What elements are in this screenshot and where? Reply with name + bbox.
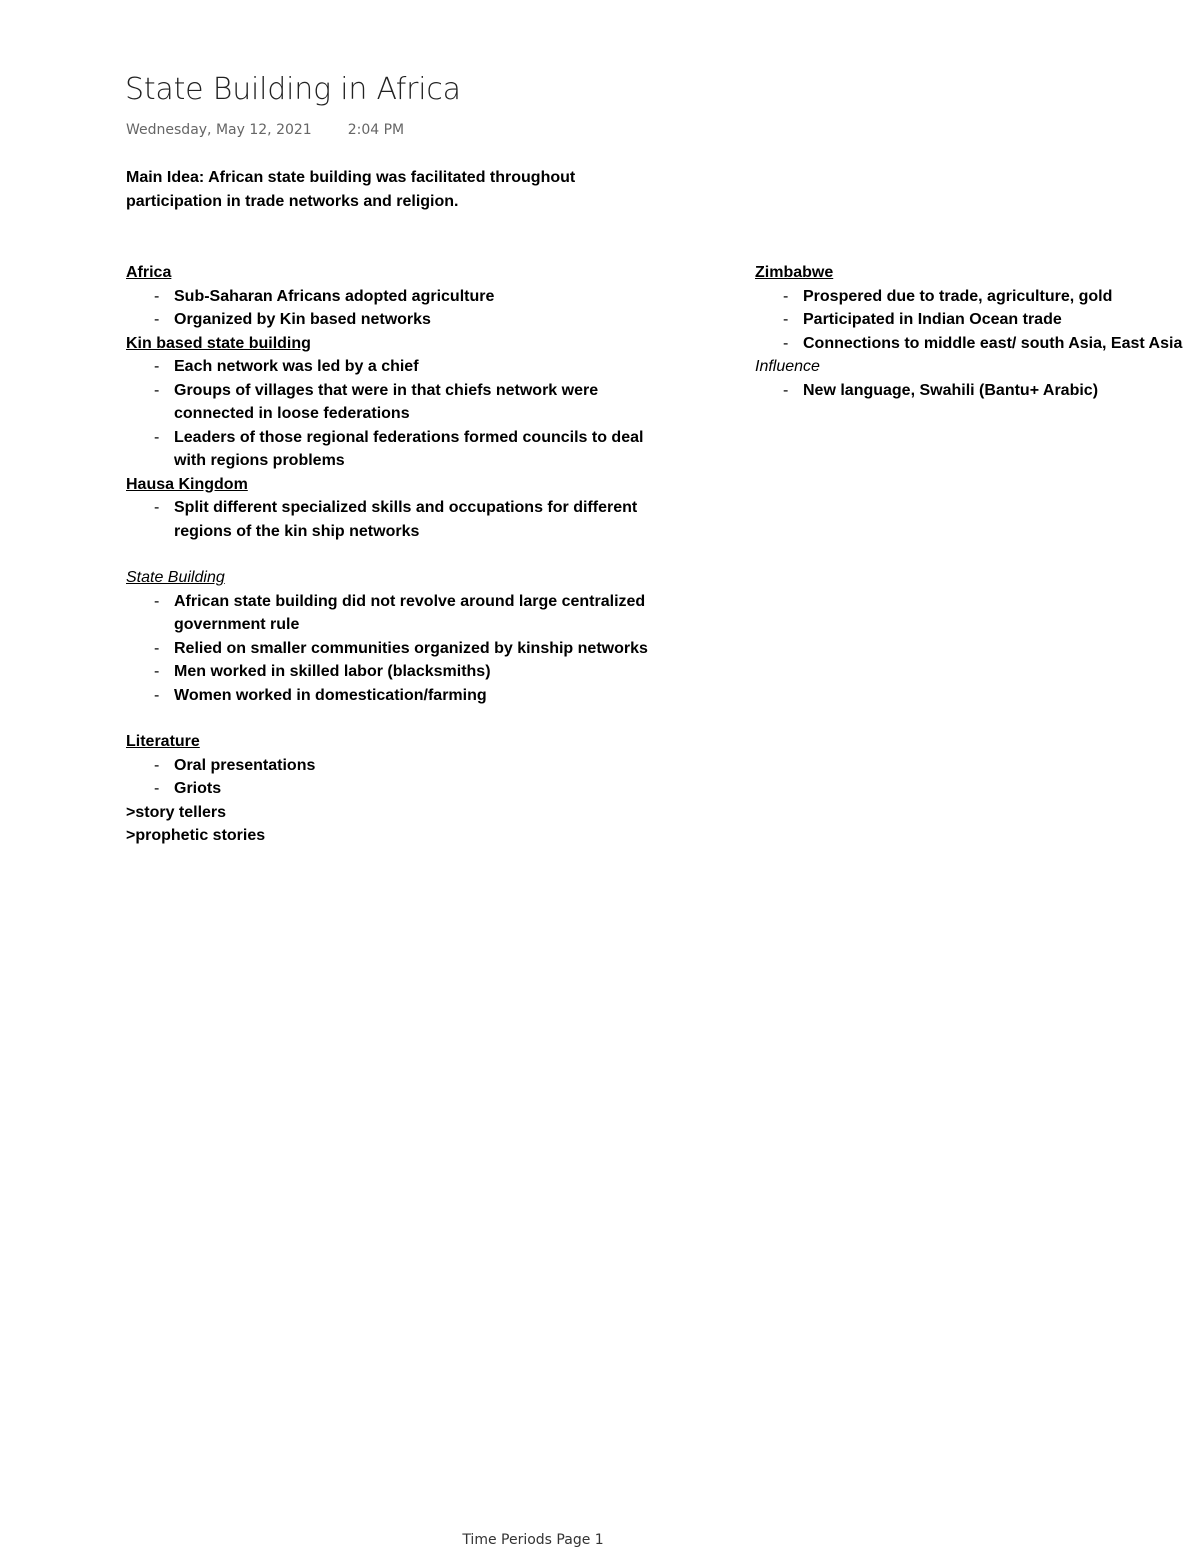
page-title: State Building in Africa (125, 72, 461, 107)
page-timestamp (126, 122, 404, 138)
main-idea: Main Idea: African state building was facilitated throughout participation in trade networks and religion. (126, 169, 576, 210)
list-item: - Leaders of those regional federations formed councils to deal with regions problems (126, 426, 666, 473)
list-item: - Relied on smaller communities organized by kinship networks (126, 637, 666, 661)
list-item: - Groups of villages that were in that chiefs network were connected in loose federations (126, 379, 666, 426)
spacer (126, 543, 666, 566)
list-item: - Griots (126, 777, 666, 801)
page-time: 2:04 PM (347, 122, 405, 138)
kin-list (126, 355, 666, 473)
list-item: - Organized by Kin based networks (126, 308, 666, 332)
list-item: - African state building did not revolve around large centralized government rule (126, 590, 666, 637)
influence-list (755, 379, 1195, 403)
section-heading-state-building: State Building (126, 569, 225, 586)
hausa-list (126, 496, 666, 543)
list-item: - Connections to middle east/ south Asia, East Asia (755, 332, 1195, 356)
state-building-list (126, 590, 666, 708)
right-column (755, 261, 1195, 402)
page-footer: Time Periods Page 1 (462, 1532, 604, 1548)
list-item: - Each network was led by a chief (126, 355, 666, 379)
page-date: Wednesday, May 12, 2021 (126, 122, 312, 138)
list-item: - Split different specialized skills and occupations for different regions of the kin ship networks (126, 496, 666, 543)
section-heading-influence: Influence (755, 358, 820, 375)
spacer (126, 707, 666, 730)
list-item: - Women worked in domestication/farming (126, 684, 666, 708)
section-heading-hausa: Hausa Kingdom (126, 475, 248, 493)
section-heading-literature: Literature (126, 733, 200, 750)
literature-note: >prophetic stories (126, 827, 266, 844)
section-heading-zimbabwe: Zimbabwe (755, 264, 834, 281)
list-item: - New language, Swahili (Bantu+ Arabic) (755, 379, 1195, 403)
section-heading-kin: Kin based state building (126, 334, 311, 352)
literature-list (126, 754, 666, 801)
section-heading-africa: Africa (126, 264, 172, 281)
list-item: - Participated in Indian Ocean trade (755, 308, 1195, 332)
list-item: - Prospered due to trade, agriculture, gold (755, 285, 1195, 309)
list-item: - Men worked in skilled labor (blacksmiths) (126, 660, 666, 684)
africa-list (126, 285, 666, 332)
zimbabwe-list (755, 285, 1195, 356)
left-column (126, 261, 666, 848)
list-item: - Sub-Saharan Africans adopted agriculture (126, 285, 666, 309)
literature-note: >story tellers (126, 803, 227, 821)
list-item: - Oral presentations (126, 754, 666, 778)
